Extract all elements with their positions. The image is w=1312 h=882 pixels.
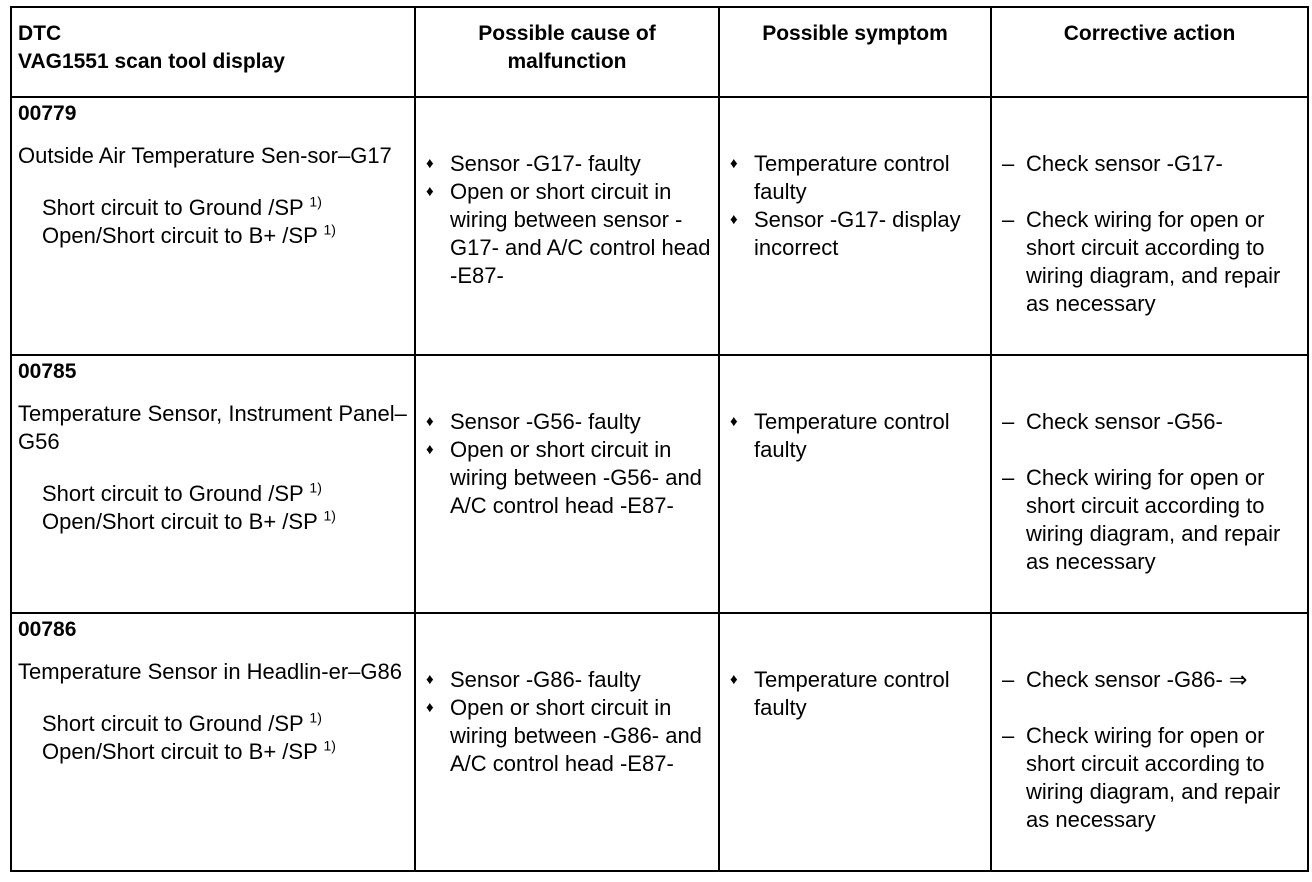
fault-ground: Short circuit to Ground /SP $^{1)}$ xyxy=(42,709,322,736)
table-header-row xyxy=(11,7,1308,97)
fault-list xyxy=(42,194,414,250)
header-symptom: Possible symptom xyxy=(719,7,991,97)
list-item: ♦ Temperature control faulty xyxy=(730,150,986,206)
fault-open: Open/Short circuit to B+ /SP $^{1)}$ xyxy=(42,221,336,248)
footnote-mark: 1) xyxy=(323,737,336,754)
symptom-cell xyxy=(719,613,991,871)
action-item: – Check wiring for open or short circuit according to wiring diagram, and repair as necessary xyxy=(992,722,1307,834)
header-dtc-line2: VAG1551 scan tool display xyxy=(18,50,285,73)
cause-list xyxy=(416,408,718,520)
component-name: Outside Air Temperature Sen-sor–G17 xyxy=(18,143,392,168)
fault-open: Open/Short circuit to B+ /SP $^{1)}$ xyxy=(42,737,336,764)
action-cell xyxy=(991,613,1308,871)
dtc-code: 00779 xyxy=(18,102,77,125)
table-row xyxy=(11,355,1308,613)
action-item: – Check wiring for open or short circuit according to wiring diagram, and repair as necessary xyxy=(992,206,1307,318)
list-item: ♦ Sensor -G17- faulty xyxy=(426,150,714,178)
list-item: ♦ Open or short circuit in wiring between -G86- and A/C control head -E87- xyxy=(426,694,714,778)
header-dtc xyxy=(11,7,415,97)
fault-list xyxy=(42,710,414,766)
list-item: ♦ Sensor -G17- display incorrect xyxy=(730,206,986,262)
action-item: – Check sensor -G56- xyxy=(992,408,1307,436)
header-cause: Possible cause of malfunction xyxy=(415,7,719,97)
dtc-table xyxy=(10,6,1309,872)
dtc-cell xyxy=(11,355,415,613)
header-dtc-line1: DTC xyxy=(18,22,62,45)
dtc-code: 00785 xyxy=(18,360,77,383)
footnote-mark: 1) xyxy=(309,193,322,210)
fault-list xyxy=(42,480,414,536)
list-item: ♦ Sensor -G56- faulty xyxy=(426,408,714,436)
cause-cell xyxy=(415,613,719,871)
component-name: Temperature Sensor in Headlin-er–G86 xyxy=(18,659,402,684)
cause-list xyxy=(416,150,718,290)
cause-cell xyxy=(415,97,719,355)
fault-ground: Short circuit to Ground /SP $^{1)}$ xyxy=(42,193,322,220)
table-row xyxy=(11,613,1308,871)
fault-ground: Short circuit to Ground /SP $^{1)}$ xyxy=(42,479,322,506)
fault-open: Open/Short circuit to B+ /SP $^{1)}$ xyxy=(42,507,336,534)
symptom-list xyxy=(720,408,990,464)
list-item: ♦ Temperature control faulty xyxy=(730,666,986,722)
dtc-code: 00786 xyxy=(18,618,77,641)
list-item: ♦ Temperature control faulty xyxy=(730,408,986,464)
action-item: – Check sensor -G86- ⇒ xyxy=(992,666,1307,694)
list-item: ♦ Sensor -G86- faulty xyxy=(426,666,714,694)
footnote-mark: 1) xyxy=(309,709,322,726)
footnote-mark: 1) xyxy=(309,479,322,496)
symptom-cell xyxy=(719,97,991,355)
component-name: Temperature Sensor, Instrument Panel–G56 xyxy=(18,401,407,454)
action-cell xyxy=(991,97,1308,355)
footnote-mark: 1) xyxy=(323,507,336,524)
table-row xyxy=(11,97,1308,355)
symptom-list xyxy=(720,150,990,262)
dtc-cell xyxy=(11,613,415,871)
symptom-cell xyxy=(719,355,991,613)
symptom-list xyxy=(720,666,990,722)
list-item: ♦ Open or short circuit in wiring between sensor -G17- and A/C control head -E87- xyxy=(426,178,714,290)
cause-cell xyxy=(415,355,719,613)
action-item: – Check sensor -G17- xyxy=(992,150,1307,178)
dtc-cell xyxy=(11,97,415,355)
footnote-mark: 1) xyxy=(323,221,336,238)
cause-list xyxy=(416,666,718,778)
action-cell xyxy=(991,355,1308,613)
action-item: – Check wiring for open or short circuit according to wiring diagram, and repair as necessary xyxy=(992,464,1307,576)
list-item: ♦ Open or short circuit in wiring between -G56- and A/C control head -E87- xyxy=(426,436,714,520)
header-action: Corrective action xyxy=(991,7,1308,97)
